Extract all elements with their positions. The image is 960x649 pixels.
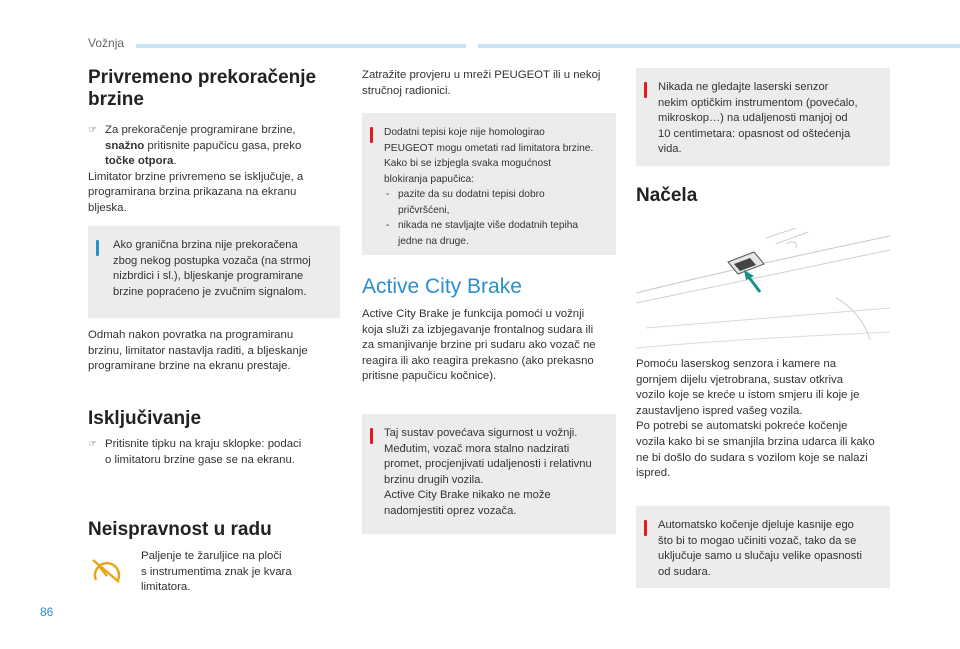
header-bar-right <box>478 44 960 48</box>
pointing-hand-icon: ☞ <box>88 439 97 450</box>
bullet-override: ☞ Za prekoračenje programirane brzine, snažno pritisnite papučicu gasa, preko točke otpora. <box>88 124 302 168</box>
warning-stripe <box>370 428 373 444</box>
warning-stripe <box>370 127 373 143</box>
title-active-city-brake: Active City Brake <box>362 275 522 298</box>
page-number: 86 <box>40 605 54 619</box>
column-1 <box>88 60 340 217</box>
pointing-hand-icon: ☞ <box>88 125 97 136</box>
paragraph-resume: Odmah nakon povratka na programiranu brzinu, limitator nastavlja raditi, a bljeskanje programirane brzine na ekranu prestaje. <box>88 329 308 373</box>
info-box: Ako granična brzina nije prekoračena zbog nekog postupka vozača (na strmoj nizbrdici i sl.), bljeskanje programirane brzine popraćeno je zvučnim signalom. <box>88 226 340 318</box>
acb-description: Active City Brake je funkcija pomoći u vožnji koja služi za izbjegavanje frontalnog sudara ili za smanjivanje brzine pri sudaru ako vozač ne reagira ili ako reagira prekasno (ako prekasno pritisne papučicu kočnice). <box>362 308 596 383</box>
warning-box-braking: Automatsko kočenje djeluje kasnije ego što bi to mogao učiniti vozač, tako da se uključuje samo u slučaju velike opasnosti od sudara. <box>636 506 890 588</box>
intro-text: Zatražite provjeru u mreži PEUGEOT ili u nekoj stručnoj radionici. <box>362 69 601 97</box>
title-temporary-override: Privremeno prekoračenje brzine <box>88 67 317 110</box>
fault-text: Paljenje te žaruljice na ploči s instrumentima znak je kvara limitatora. <box>141 550 292 594</box>
warning-stripe <box>644 520 647 536</box>
header-bar-left <box>136 44 466 48</box>
principles-text: Pomoću laserskog senzora i kamere na gornjem dijelu vjetrobrana, sustav otkriva vozilo koje se kreće u istom smjeru ili koje je zaustavljeno ispred vašeg vozila. Po potrebi se automatski pokreće kočenje vozila kako bi se smanjila brzina udarca ili kako ne bi došlo do sudara s vozilom koje se nalazi ispred. <box>636 358 875 480</box>
bullet-switch-off: ☞ Pritisnite tipku na kraju sklopke: podaci o limitatoru brzine gase se na ekranu. <box>88 438 302 466</box>
section-label: Vožnja <box>88 36 125 50</box>
warning-box-safety: Taj sustav povećava sigurnost u vožnji. Međutim, vozač mora stalno nadzirati promet, procjenjivati udaljenosti i relativnu brzinu drugih vozila. Active City Brake nikako ne može nadomjestiti oprez vozača. <box>362 414 616 534</box>
title-switching-off: Isključivanje <box>88 408 202 429</box>
warning-box-laser: Nikada ne gledajte laserski senzor nekim optičkim instrumentom (povećalo, mikroskop…) na udaljenosti manjoj od 10 centimetara: opasnost od oštećenja vida. <box>636 68 890 166</box>
warning-box-mats: Dodatni tepisi koje nije homologirao PEUGEOT mogu ometati rad limitatora brzine. Kako bi se izbjegla svaka mogućnost blokiranja papučica: - pazite da su dodatni tepisi dobro pričvršćeni, - nikada ne stavljajte više dodatnih tepiha jedne na druge. <box>362 113 616 255</box>
list-item: - nikada ne stavljajte više dodatnih tepiha jedne na druge. <box>386 220 579 247</box>
info-stripe <box>96 240 99 256</box>
paragraph-override: Limitator brzine privremeno se isključuje, a programirana brzina prikazana na ekranu bljeska. <box>88 170 304 214</box>
windscreen-sensor-illustration <box>636 228 890 354</box>
title-malfunction: Neispravnost u radu <box>88 519 272 540</box>
title-principles: Načela <box>636 185 698 206</box>
speed-limiter-fault-icon <box>88 556 126 586</box>
warning-stripe <box>644 82 647 98</box>
list-item: - pazite da su dodatni tepisi dobro pričvršćeni, <box>386 189 545 216</box>
